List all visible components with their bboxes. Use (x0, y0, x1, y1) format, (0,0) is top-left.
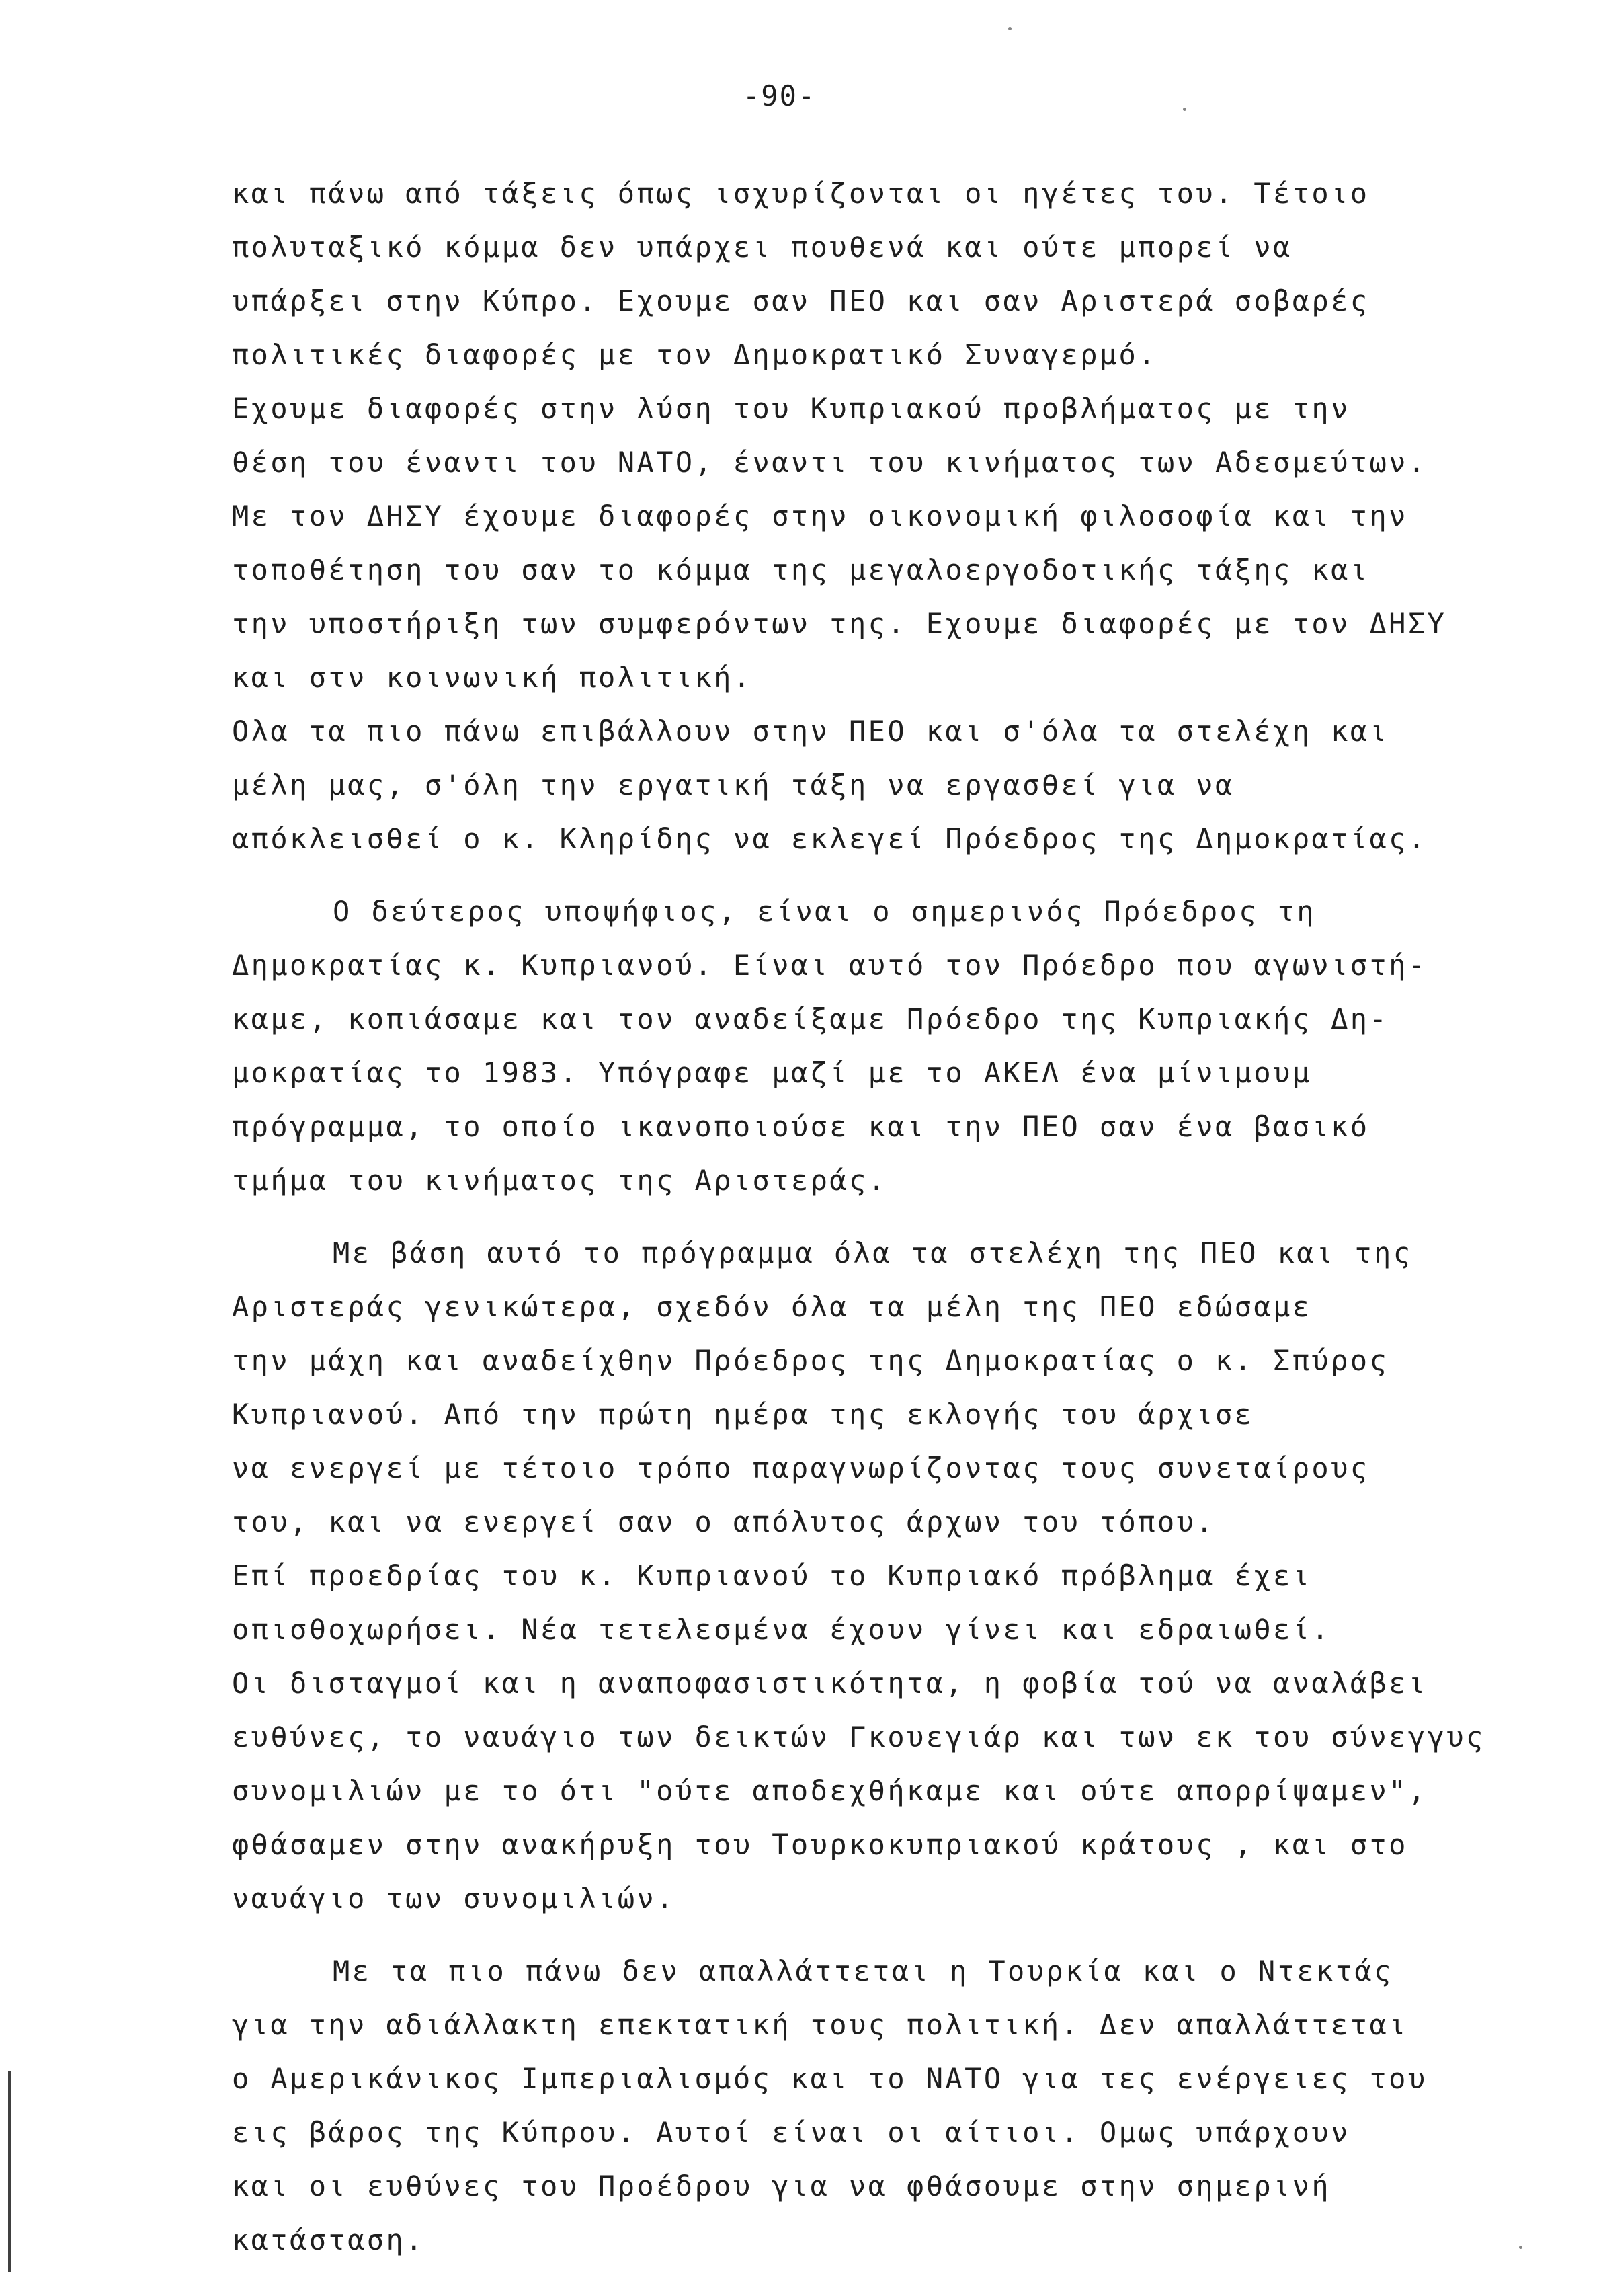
text-line: Με τον ΔΗΣΥ έχουμε διαφορές στην οικονομική φιλοσοφία και την (232, 500, 1408, 532)
text-line: να ενεργεί με τέτοιο τρόπο παραγνωρίζοντας τους συνεταίρους (232, 1452, 1370, 1485)
text-line: Ολα τα πιο πάνω επιβάλλουν στην ΠΕΟ και σ'όλα τα στελέχη και (232, 715, 1389, 748)
text-line: και πάνω από τάξεις όπως ισχυρίζονται οι ηγέτες του. Τέτοιο (232, 177, 1370, 210)
text-line: την μάχη και αναδείχθην Πρόεδρος της Δημοκρατίας ο κ. Σπύρος (232, 1344, 1389, 1377)
text-line: πολιτικές διαφορές με τον Δημοκρατικό Συναγερμό. (232, 338, 1157, 371)
text-line: εις βάρος της Κύπρου. Αυτοί είναι οι αίτιοι. Ομως υπάρχουν (232, 2116, 1350, 2149)
text-line: Επί προεδρίας του κ. Κυπριανού το Κυπριακό πρόβλημα έχει (232, 1559, 1312, 1592)
text-line: Με βάση αυτό το πρόγραμμα όλα τα στελέχη της ΠΕΟ και της (333, 1236, 1413, 1269)
text-line: μοκρατίας το 1983. Υπόγραφε μαζί με το ΑΚΕΛ ένα μίνιμουμ (232, 1056, 1312, 1089)
text-line: Με τα πιο πάνω δεν απαλλάττεται η Τουρκία και ο Ντεκτάς (333, 1954, 1393, 1987)
text-line: τμήμα του κινήματος της Αριστεράς. (232, 1164, 888, 1197)
scan-speck (1183, 108, 1186, 111)
scan-speck (1008, 27, 1012, 30)
text-line: καμε, κοπιάσαμε και τον αναδείξαμε Πρόεδρο της Κυπριακής Δη- (232, 1002, 1389, 1035)
text-line: την υποστήριξη των συμφερόντων της. Εχουμε διαφορές με τον ΔΗΣΥ (232, 607, 1447, 640)
text-line: Κυπριανού. Από την πρώτη ημέρα της εκλογής του άρχισε (232, 1398, 1254, 1431)
scan-speck (1519, 2246, 1522, 2249)
text-line: κατάσταση. (232, 2223, 425, 2256)
text-line: Ο δεύτερος υποψήφιος, είναι ο σημερινός Πρόεδρος τη (333, 895, 1316, 928)
text-line: Αριστεράς γενικώτερα, σχεδόν όλα τα μέλη της ΠΕΟ εδώσαμε (232, 1290, 1312, 1323)
text-line: πρόγραμμα, το οποίο ικανοποιούσε και την ΠΕΟ σαν ένα βασικό (232, 1110, 1370, 1143)
text-line: Οι δισταγμοί και η αναποφασιστικότητα, η φοβία τού να αναλάβει (232, 1667, 1428, 1700)
text-line: απόκλεισθεί ο κ. Κληρίδης να εκλεγεί Πρόεδρος της Δημοκρατίας. (232, 822, 1428, 855)
text-line: πολυταξικό κόμμα δεν υπάρχει πουθενά και ούτε μπορεί να (232, 231, 1292, 264)
page-number: -90- (743, 79, 817, 112)
margin-scan-mark (8, 2071, 11, 2272)
text-line: για την αδιάλλακτη επεκτατική τους πολιτική. Δεν απαλλάττεται (232, 2008, 1408, 2041)
text-line: θέση του έναντι του ΝΑΤΟ, έναντι του κινήματος των Αδεσμεύτων. (232, 446, 1428, 479)
text-line: του, και να ενεργεί σαν ο απόλυτος άρχων του τόπου. (232, 1505, 1215, 1538)
text-line: μέλη μας, σ'όλη την εργατική τάξη να εργασθεί για να (232, 768, 1235, 801)
text-line: Δημοκρατίας κ. Κυπριανού. Είναι αυτό τον Πρόεδρο που αγωνιστή- (232, 949, 1428, 982)
text-line: τοποθέτηση του σαν το κόμμα της μεγαλοεργοδοτικής τάξης και (232, 553, 1370, 586)
paragraph-2 (232, 885, 1569, 1208)
text-line: οπισθοχωρήσει. Νέα τετελεσμένα έχουν γίνει και εδραιωθεί. (232, 1613, 1331, 1646)
text-line: υπάρξει στην Κύπρο. Εχουμε σαν ΠΕΟ και σαν Αριστερά σοβαρές (232, 284, 1370, 317)
text-line: φθάσαμεν στην ανακήρυξη του Τουρκοκυπριακού κράτους , και στο (232, 1828, 1408, 1861)
text-line: Εχουμε διαφορές στην λύση του Κυπριακού προβλήματος με την (232, 392, 1350, 425)
document-body (232, 167, 1569, 2286)
text-line: ναυάγιο των συνομιλιών. (232, 1882, 675, 1915)
text-line: και οι ευθύνες του Προέδρου για να φθάσουμε στην σημερινή (232, 2170, 1331, 2203)
text-line: συνομιλιών με το ότι "ούτε αποδεχθήκαμε και ούτε απορρίψαμεν", (232, 1774, 1428, 1807)
text-line: ο Αμερικάνικος Ιμπεριαλισμός και το ΝΑΤΟ για τες ενέργειες του (232, 2062, 1428, 2095)
text-line: και στν κοινωνική πολιτική. (232, 661, 753, 694)
paragraph-4 (232, 1944, 1569, 2267)
paragraph-3 (232, 1226, 1569, 1926)
paragraph-1 (232, 167, 1569, 866)
text-line: ευθύνες, το ναυάγιο των δεικτών Γκουεγιάρ και των εκ του σύνεγγυς (232, 1720, 1485, 1753)
